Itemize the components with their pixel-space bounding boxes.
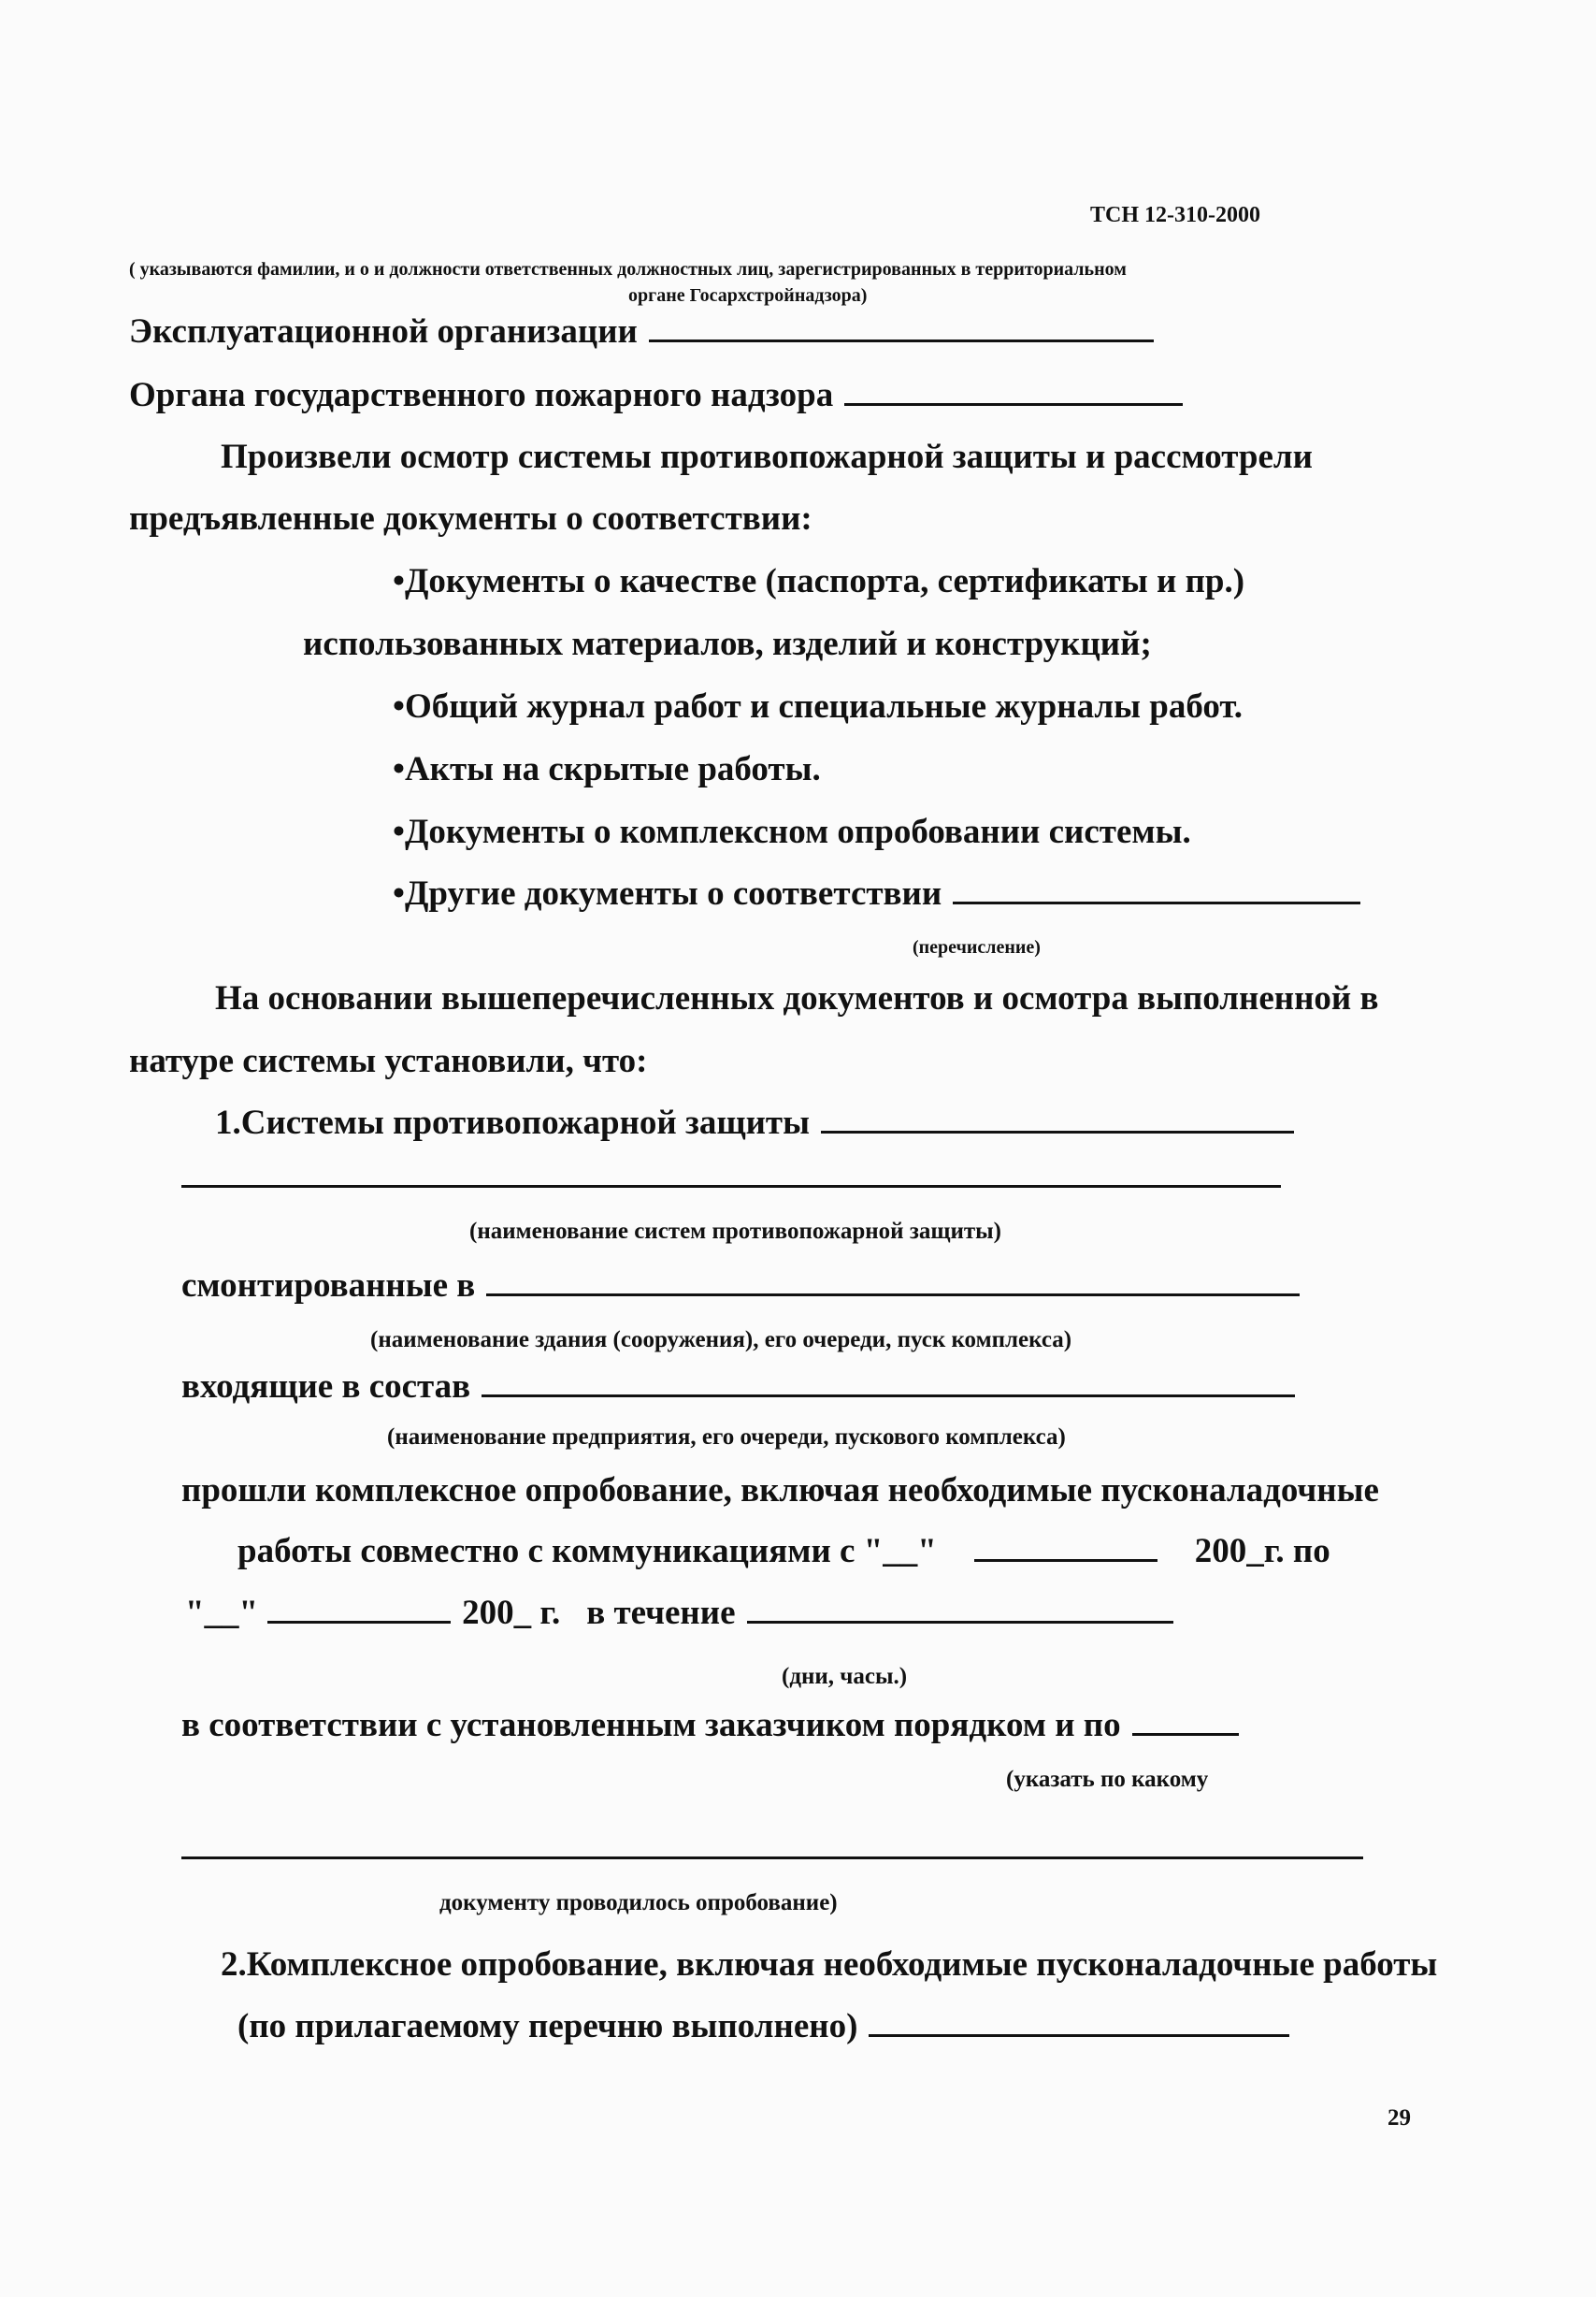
operating-org-label: Эксплуатационной организации: [129, 312, 638, 351]
mounted-field: [181, 1268, 1300, 1303]
doc-item-quality-line-2: использованных материалов, изделий и конструкций;: [303, 625, 1152, 663]
section-2-blank[interactable]: [869, 2034, 1289, 2037]
systems-blank-2[interactable]: [181, 1185, 1281, 1188]
caption-which-1: (указать по какому: [1006, 1767, 1209, 1792]
section-2-line-1: 2.Комплексное опробование, включая необходимые пусконаладочные работы: [221, 1945, 1438, 1984]
duration-blank[interactable]: [747, 1621, 1173, 1624]
section-1-systems: [215, 1105, 1294, 1140]
month-to-blank[interactable]: [267, 1621, 451, 1624]
basis-line-2: натуре системы установили, что:: [129, 1042, 648, 1080]
caption-which-2: документу проводилось опробование): [439, 1890, 838, 1915]
caption-enterprise: (наименование предприятия, его очереди, пускового комплекса): [387, 1424, 1066, 1450]
section-2-label: (по прилагаемому перечню выполнено): [237, 2007, 858, 2045]
systems-blank-1[interactable]: [821, 1131, 1294, 1134]
section-1-label: 1.Системы противопожарной защиты: [215, 1104, 810, 1142]
doc-item-other: [393, 876, 1360, 911]
passed-testing-line: прошли комплексное опробование, включая необходимые пусконаладочные: [181, 1471, 1379, 1510]
which-document-blank[interactable]: [181, 1856, 1363, 1859]
mounted-label: смонтированные в: [181, 1266, 476, 1305]
basis-line-1: На основании вышеперечисленных документов и осмотра выполненной в: [215, 979, 1379, 1018]
doc-item-other-label: •Другие документы о соответствии: [393, 874, 942, 913]
order-line: [181, 1708, 1239, 1742]
caption-duration: (дни, часы.): [782, 1664, 908, 1689]
doc-item-complex-testing: •Документы о комплексном опробовании системы.: [393, 813, 1191, 851]
doc-item-journals: •Общий журнал работ и специальные журналы работ.: [393, 687, 1244, 726]
page-number: 29: [1388, 2105, 1411, 2131]
part-of-field: [181, 1369, 1295, 1404]
order-label: в соответствии с установленным заказчиком порядком и по: [181, 1706, 1121, 1744]
year-to: 200_ г.: [462, 1594, 561, 1632]
header-note-line-1: ( указываются фамилии, и о и должности ответственных должностных лиц, зарегистрированных в территориальном: [129, 259, 1127, 280]
caption-systems: (наименование систем противопожарной защиты): [469, 1219, 1001, 1244]
year-from: 200_г. по: [1194, 1532, 1330, 1570]
intro-line-1: Произвели осмотр системы противопожарной защиты и рассмотрели: [221, 438, 1313, 476]
mounted-blank[interactable]: [486, 1293, 1300, 1296]
part-of-blank[interactable]: [482, 1394, 1295, 1397]
works-dates-line: [237, 1534, 1330, 1568]
section-2-line-2: [237, 2009, 1289, 2044]
month-from-blank[interactable]: [974, 1559, 1157, 1562]
part-of-label: входящие в состав: [181, 1367, 471, 1406]
listing-caption: (перечисление): [913, 937, 1041, 958]
intro-line-2: предъявленные документы о соответствии:: [129, 499, 812, 538]
date-to-line: [185, 1596, 1173, 1630]
header-note-line-2: органе Госархстройнадзора): [628, 285, 868, 306]
fire-supervision-blank[interactable]: [844, 403, 1183, 406]
other-docs-blank[interactable]: [953, 902, 1360, 904]
during-label: в течение: [586, 1594, 736, 1632]
operating-org-blank[interactable]: [649, 339, 1154, 342]
day-to: "__": [185, 1594, 259, 1632]
fire-supervision-label: Органа государственного пожарного надзора: [129, 376, 834, 414]
operating-org-field: [129, 314, 1154, 349]
works-prefix: работы совместно с коммуникациями с "__": [237, 1532, 937, 1570]
document-code: ТСН 12-310-2000: [1090, 203, 1260, 227]
doc-item-quality-line-1: •Документы о качестве (паспорта, сертификаты и пр.): [393, 562, 1245, 600]
caption-building: (наименование здания (сооружения), его очереди, пуск комплекса): [370, 1327, 1072, 1352]
order-blank[interactable]: [1132, 1733, 1239, 1736]
fire-supervision-field: [129, 378, 1183, 412]
doc-item-hidden-works: •Акты на скрытые работы.: [393, 750, 821, 788]
